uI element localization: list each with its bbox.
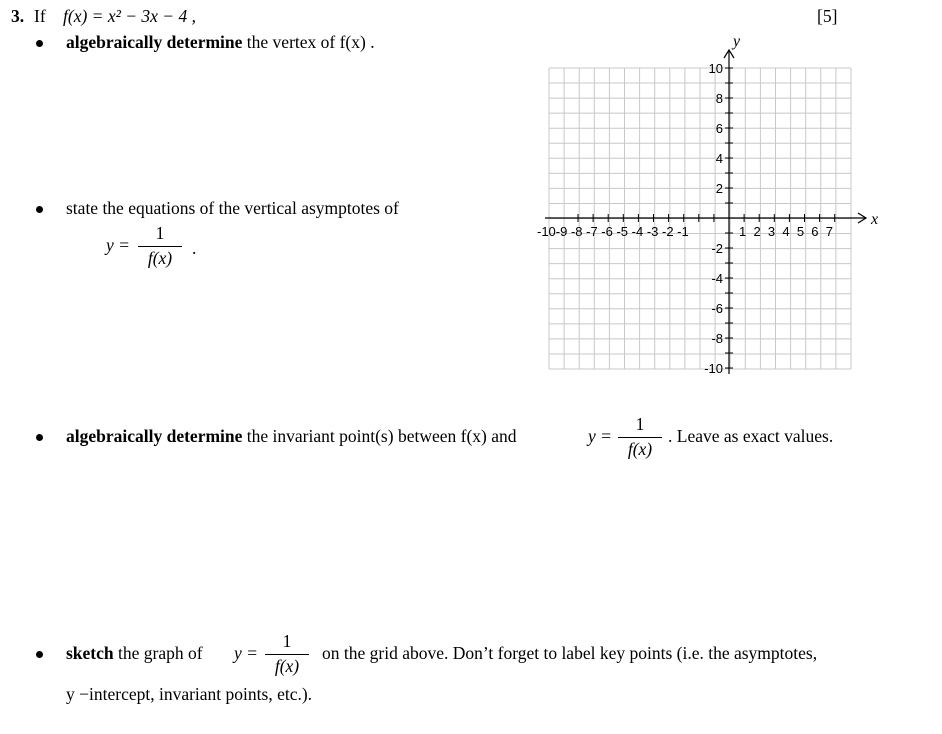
bullet-3-text-after: . Leave as exact values. [668,426,834,446]
fraction-denominator: f(x) [274,655,300,676]
y-tick-label: -8 [711,331,723,346]
bullet-2-text: state the equations of the vertical asymptotes of [66,198,399,218]
if-word: If [34,6,46,26]
bullet-1-bold: algebraically determine [66,32,243,52]
y-tick-label: 4 [715,151,723,166]
y-tick-label: -6 [711,301,723,316]
fraction-denominator: f(x) [627,438,653,459]
x-tick-labels-positive: 1 2 3 4 5 6 7 [739,224,833,239]
fraction-numerator: 1 [155,223,165,243]
y-axis-label: y [733,33,741,50]
y-tick-label: 6 [715,121,723,136]
bullet-4-eq-lhs: y = [234,643,258,663]
bullet-4-body: the graph of [118,643,203,663]
fraction-numerator: 1 [282,631,292,651]
bullet-1-body: the vertex of f(x) . [246,32,375,52]
bullet-2-eq-lhs: y = [106,235,130,255]
bullet-2-eq-end: . [192,238,197,258]
y-tick-label: -10 [704,361,723,376]
fraction-denominator: f(x) [147,247,173,268]
y-tick-label: 10 [708,61,723,76]
x-tick-labels-negative: -10-9 -8 -7 -6 -5 -4 -3 -2 -1 [537,224,689,239]
bullet-3-eq-lhs: y = [588,426,612,446]
function-definition: f(x) = x² − 3x − 4 , [63,6,196,26]
x-axis-label: x [871,211,879,228]
bullet-4-text-after: on the grid above. Don’t forget to label key points (i.e. the asymptotes, [322,643,818,663]
bullet-4-bold: sketch [66,643,114,663]
y-tick-label: 2 [715,181,723,196]
question-number: 3. [11,6,25,26]
y-tick-label: 8 [715,91,723,106]
bullet-4-text-line2: y −intercept, invariant points, etc.). [66,684,313,704]
marks-label: [5] [817,6,838,26]
bullet-3-bold: algebraically determine [66,426,243,446]
y-tick-label: -2 [711,241,723,256]
fraction-numerator: 1 [635,414,645,434]
bullet-3-body: the invariant point(s) between f(x) and [246,426,517,446]
y-tick-label: -4 [711,271,723,286]
